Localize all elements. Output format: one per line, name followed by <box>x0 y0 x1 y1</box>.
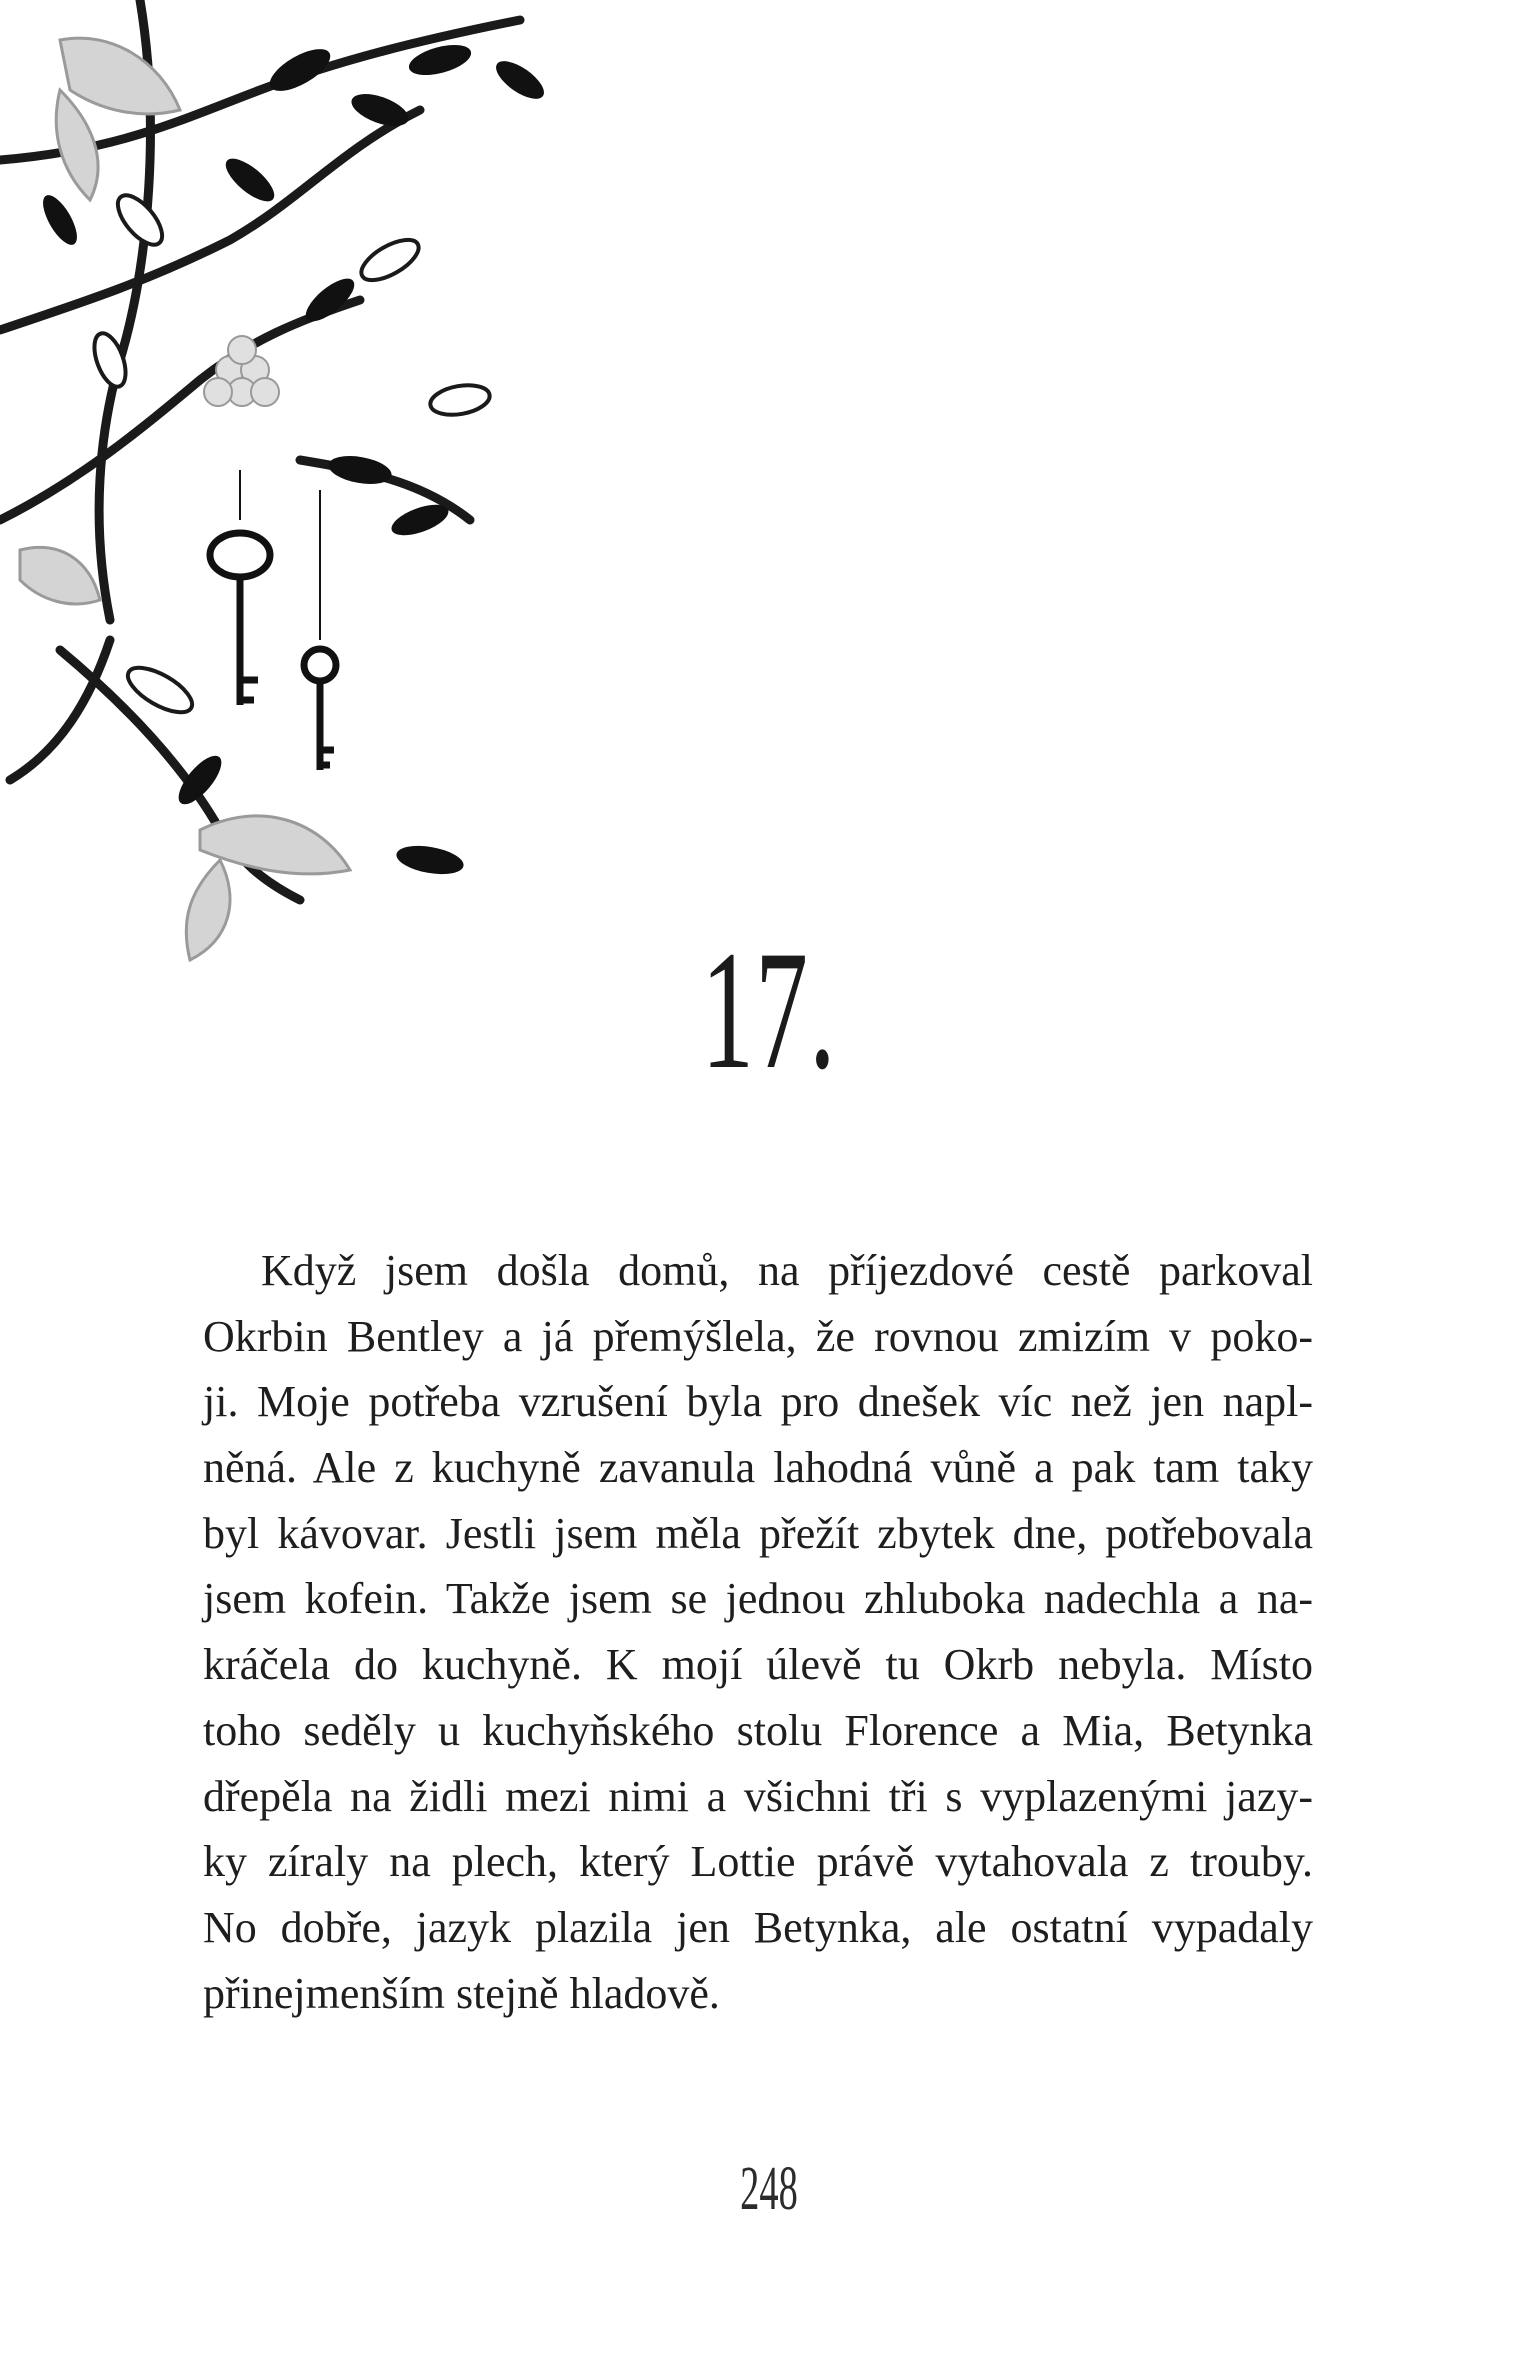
paragraph-line: toho seděly u kuchyňského stolu Florence a Mia, Betynka <box>203 1705 1313 1755</box>
paragraph-line: kráčela do kuchyně. K mojí úlevě tu Okrb nebyla. Místo <box>203 1640 1313 1690</box>
paragraph-line: Když jsem došla domů, na příjezdové cestě parkoval <box>261 1246 1313 1295</box>
paragraph-line: dřepěla na židli mezi nimi a všichni tři s vyplazenými jazy- <box>203 1771 1313 1821</box>
leaves <box>36 39 549 879</box>
hanging-keys <box>210 470 336 770</box>
chapter-paragraph <box>203 1238 1313 2026</box>
paragraph-line: něná. Ale z kuchyně zavanula lahodná vůně a pak tam taky <box>203 1443 1313 1493</box>
chapter-number: 17. <box>701 916 837 1104</box>
floral-branch-illustration <box>0 0 1200 980</box>
lily-flowers <box>20 38 350 960</box>
paragraph-line: No dobře, jazyk plazila jen Betynka, ale ostatní vypadaly <box>203 1902 1313 1952</box>
paragraph-line: ky zíraly na plech, který Lottie právě vytahovala z trouby. <box>203 1837 1313 1887</box>
page-number: 248 <box>740 2155 798 2223</box>
outlined-leaves <box>88 188 492 721</box>
paragraph-line: jsem kofein. Takže jsem se jednou zhluboka nadechla a na- <box>203 1574 1313 1624</box>
paragraph-line: přinejmenším stejně hladově. <box>203 1968 720 2018</box>
berry-cluster <box>204 336 279 406</box>
paragraph-line: ji. Moje potřeba vzrušení byla pro dnešek víc než jen napl- <box>203 1377 1313 1427</box>
paragraph-line: byl kávovar. Jestli jsem měla přežít zbytek dne, potřebovala <box>203 1508 1313 1558</box>
paragraph-line: Okrbin Bentley a já přemýšlela, že rovnou zmizím v poko- <box>203 1311 1313 1361</box>
